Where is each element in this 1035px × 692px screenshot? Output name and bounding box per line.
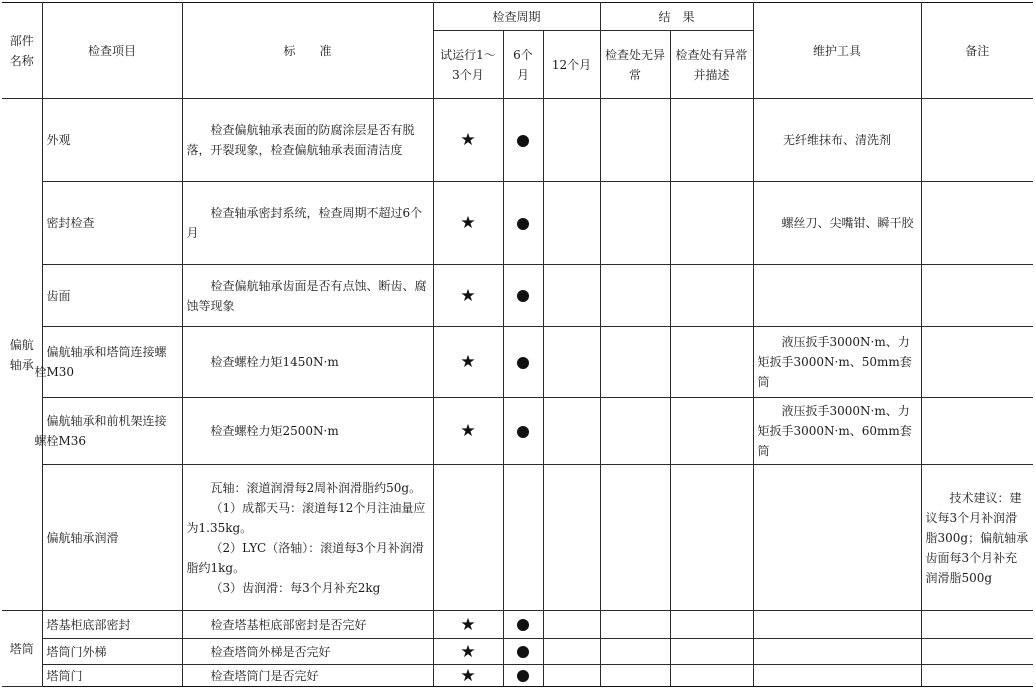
cycle-12-cell bbox=[543, 327, 600, 398]
standard-text bbox=[182, 665, 433, 687]
standard-line: 检查螺栓力矩1450N·m bbox=[210, 355, 339, 369]
standard-line: 检查轴承密封系统，检查周期不超过6个月 bbox=[186, 206, 423, 240]
cycle-6-mark bbox=[503, 398, 543, 465]
star-icon: ★ bbox=[460, 641, 476, 662]
filled-circle-icon bbox=[517, 619, 529, 631]
star-icon: ★ bbox=[460, 130, 476, 150]
result-ok-cell[interactable] bbox=[600, 182, 670, 265]
header-standard: 标 准 bbox=[182, 3, 433, 99]
result-ok-cell[interactable] bbox=[600, 665, 670, 687]
check-item: 塔筒门 bbox=[42, 665, 182, 687]
result-abnormal-cell[interactable] bbox=[670, 182, 753, 265]
check-item: 塔筒门外梯 bbox=[42, 639, 182, 665]
standard-line: 检查偏航轴承表面的防腐涂层是否有脱落，开裂现象，检查偏航轴承表面清洁度 bbox=[186, 123, 415, 157]
filled-circle-icon bbox=[517, 357, 529, 369]
standard-line: （2）LYC（洛轴）：滚道每3个月补润滑脂约1kg。 bbox=[186, 540, 424, 575]
cycle-12-cell bbox=[543, 99, 600, 182]
group-tower: 塔筒 bbox=[2, 611, 42, 687]
header-check-item: 检查项目 bbox=[42, 3, 182, 99]
remark-cell bbox=[921, 99, 1033, 182]
remark-cell bbox=[921, 265, 1033, 327]
tools-text bbox=[753, 265, 921, 327]
standard-text bbox=[182, 99, 433, 182]
result-ok-cell[interactable] bbox=[600, 639, 670, 665]
cycle-12-cell bbox=[543, 398, 600, 465]
result-abnormal-cell[interactable] bbox=[670, 327, 753, 398]
tools-cell bbox=[753, 639, 921, 665]
standard-text bbox=[182, 611, 433, 639]
cycle-6-mark bbox=[503, 639, 543, 665]
result-abnormal-cell[interactable] bbox=[670, 665, 753, 687]
header-cycle-12: 12个月 bbox=[543, 31, 600, 99]
standard-line: 检查塔基柜底部密封是否完好 bbox=[210, 617, 367, 632]
standard-line: 检查塔筒外梯是否完好 bbox=[210, 644, 331, 659]
filled-circle-icon bbox=[517, 135, 529, 147]
result-ok-cell[interactable] bbox=[600, 398, 670, 465]
check-item-text: 偏航轴承和前机架连接螺栓M36 bbox=[34, 414, 167, 448]
header-tools: 维护工具 bbox=[753, 3, 921, 99]
star-icon: ★ bbox=[460, 285, 476, 306]
maintenance-checklist-table bbox=[2, 2, 1033, 687]
cycle-12-cell bbox=[543, 265, 600, 327]
result-abnormal-cell[interactable] bbox=[670, 265, 753, 327]
standard-line: 检查偏航轴承齿面是否有点蚀、断齿、腐蚀等现象 bbox=[186, 278, 427, 313]
cycle-trial-mark bbox=[433, 665, 503, 687]
standard-line: 瓦轴：滚道润滑每2周补润滑脂约50g。 bbox=[210, 480, 422, 495]
star-icon: ★ bbox=[460, 614, 476, 635]
remark-cell bbox=[921, 398, 1033, 465]
standard-text bbox=[182, 265, 433, 327]
tools-text: 螺丝刀、尖嘴钳、瞬干胶 bbox=[753, 182, 921, 265]
cycle-12-cell bbox=[543, 465, 600, 611]
check-item: 密封检查 bbox=[42, 182, 182, 265]
result-ok-cell[interactable] bbox=[600, 265, 670, 327]
header-cycle-trial: 试运行1～3个月 bbox=[433, 31, 503, 99]
cycle-trial-mark bbox=[433, 639, 503, 665]
standard-text bbox=[182, 398, 433, 465]
star-icon: ★ bbox=[460, 665, 476, 686]
cycle-6-mark bbox=[503, 665, 543, 687]
cycle-12-cell bbox=[543, 182, 600, 265]
filled-circle-icon bbox=[517, 426, 529, 438]
standard-line: （3）齿润滑：每3个月补充2kg bbox=[210, 580, 381, 595]
cycle-trial-mark bbox=[433, 327, 503, 398]
result-abnormal-cell[interactable] bbox=[670, 611, 753, 639]
tools-cell bbox=[753, 611, 921, 639]
header-result-ok: 检查处无异常 bbox=[600, 31, 670, 99]
header-remarks: 备注 bbox=[921, 3, 1033, 99]
standard-line: （1）成都天马：滚道每12个月注油量应为1.35kg。 bbox=[186, 500, 426, 535]
standard-text bbox=[182, 639, 433, 665]
tools-text: 无纤维抹布、清洗剂 bbox=[753, 99, 921, 182]
cycle-trial-mark bbox=[433, 611, 503, 639]
standard-line: 检查塔筒门是否完好 bbox=[210, 668, 319, 683]
result-abnormal-cell[interactable] bbox=[670, 639, 753, 665]
result-abnormal-cell[interactable] bbox=[670, 99, 753, 182]
filled-circle-icon bbox=[517, 290, 529, 302]
remark-cell bbox=[921, 665, 1033, 687]
check-item bbox=[34, 327, 182, 398]
header-cycle-6: 6个月 bbox=[503, 31, 543, 99]
check-item: 齿面 bbox=[42, 265, 182, 327]
check-item: 外观 bbox=[42, 99, 182, 182]
remark-cell bbox=[921, 611, 1033, 639]
standard-text bbox=[182, 327, 433, 398]
star-icon: ★ bbox=[460, 421, 476, 441]
header-part-name: 部件名称 bbox=[2, 3, 42, 99]
cycle-trial-cell bbox=[433, 465, 503, 611]
cycle-6-mark bbox=[503, 182, 543, 265]
cycle-6-mark bbox=[503, 99, 543, 182]
group-yaw-bearing: 偏航轴承 bbox=[2, 99, 42, 611]
cycle-12-cell bbox=[543, 611, 600, 639]
tools-cell bbox=[753, 665, 921, 687]
cycle-6-mark bbox=[503, 265, 543, 327]
result-abnormal-cell[interactable] bbox=[670, 398, 753, 465]
cycle-trial-mark bbox=[433, 182, 503, 265]
result-ok-cell[interactable] bbox=[600, 99, 670, 182]
remark-cell bbox=[921, 182, 1033, 265]
standard-text bbox=[182, 465, 433, 611]
cycle-trial-mark bbox=[433, 398, 503, 465]
tools-cell bbox=[753, 465, 921, 611]
result-ok-cell[interactable] bbox=[600, 611, 670, 639]
check-item: 偏航轴承润滑 bbox=[42, 465, 182, 611]
standard-line: 检查螺栓力矩2500N·m bbox=[210, 424, 339, 438]
star-icon: ★ bbox=[460, 213, 476, 233]
tools-text: 液压扳手3000N·m、力矩扳手3000N·m、60mm套筒 bbox=[753, 398, 921, 465]
check-item: 塔基柜底部密封 bbox=[42, 611, 182, 639]
remark-cell bbox=[921, 327, 1033, 398]
filled-circle-icon bbox=[517, 670, 529, 682]
filled-circle-icon bbox=[517, 218, 529, 230]
result-abnormal-cell[interactable] bbox=[670, 465, 753, 611]
cycle-6-cell bbox=[503, 465, 543, 611]
remark-text: 技术建议：建议每3个月补润滑脂300g；偏航轴承齿面每3个月补充润滑脂500g bbox=[921, 465, 1033, 611]
header-result: 结 果 bbox=[600, 3, 753, 31]
cycle-6-mark bbox=[503, 611, 543, 639]
standard-text bbox=[182, 182, 433, 265]
cycle-12-cell bbox=[543, 665, 600, 687]
result-ok-cell[interactable] bbox=[600, 327, 670, 398]
star-icon: ★ bbox=[460, 352, 476, 372]
header-cycle: 检查周期 bbox=[433, 3, 600, 31]
cycle-trial-mark bbox=[433, 265, 503, 327]
remark-cell bbox=[921, 639, 1033, 665]
result-ok-cell[interactable] bbox=[600, 465, 670, 611]
cycle-12-cell bbox=[543, 639, 600, 665]
cycle-6-mark bbox=[503, 327, 543, 398]
check-item-text: 偏航轴承和塔筒连接螺栓M30 bbox=[34, 345, 167, 379]
header-result-abnormal: 检查处有异常并描述 bbox=[670, 31, 753, 99]
check-item bbox=[34, 398, 182, 465]
tools-text: 液压扳手3000N·m、力矩扳手3000N·m、50mm套筒 bbox=[753, 327, 921, 398]
filled-circle-icon bbox=[517, 646, 529, 658]
cycle-trial-mark bbox=[433, 99, 503, 182]
